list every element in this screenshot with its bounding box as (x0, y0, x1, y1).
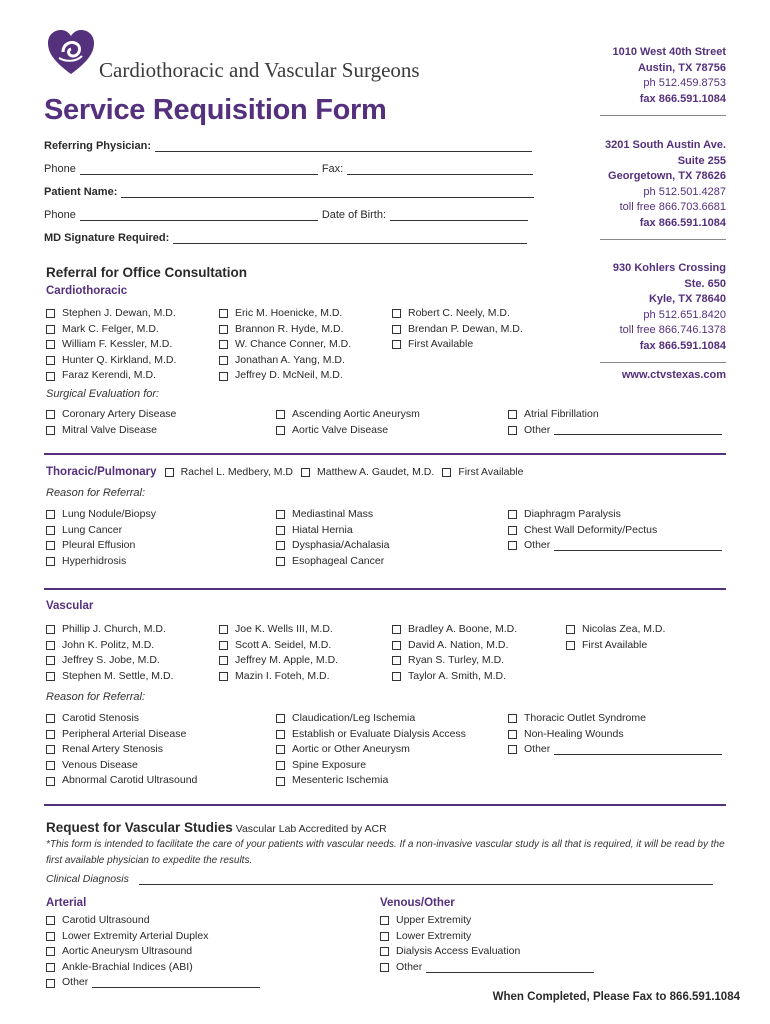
checkbox-option[interactable]: Jeffrey S. Jobe, M.D. (46, 653, 173, 669)
venous-title: Venous/Other (380, 897, 455, 909)
checkbox-icon[interactable] (46, 656, 55, 665)
patient-name-input[interactable] (121, 196, 534, 198)
fax-input[interactable] (347, 173, 533, 175)
accreditation-note: Vascular Lab Accredited by ACR (235, 823, 387, 835)
patient-name-label: Patient Name: (44, 186, 118, 198)
checkbox-option[interactable]: William F. Kessler, M.D. (46, 337, 176, 353)
checkbox-icon[interactable] (508, 510, 517, 519)
referring-physician-label: Referring Physician: (44, 140, 151, 152)
checkbox-option[interactable]: Renal Artery Stenosis (46, 742, 197, 758)
checkbox-icon[interactable] (46, 510, 55, 519)
checkbox-icon[interactable] (276, 526, 285, 535)
eval-col3 (508, 407, 722, 438)
address-phone: ph 512.459.8753 (643, 77, 726, 89)
checkbox-icon[interactable] (276, 730, 285, 739)
vascular-reason-col3 (508, 711, 722, 758)
checkbox-icon[interactable] (392, 656, 401, 665)
checkbox-icon[interactable] (392, 672, 401, 681)
checkbox-option[interactable]: Stephen J. Dewan, M.D. (46, 306, 176, 322)
checkbox-option[interactable]: Other (46, 975, 260, 991)
logo (46, 28, 96, 76)
consult-title: Referral for Office Consultation (46, 265, 248, 280)
checkbox-icon[interactable] (46, 672, 55, 681)
checkbox-icon[interactable] (219, 625, 228, 634)
address-suite: Suite 255 (677, 154, 726, 167)
checkbox-icon[interactable] (392, 325, 401, 334)
other-input[interactable] (92, 978, 260, 988)
checkbox-icon[interactable] (380, 947, 389, 956)
checkbox-option[interactable]: Joe K. Wells III, M.D. (219, 622, 338, 638)
checkbox-icon[interactable] (219, 356, 228, 365)
checkbox-icon[interactable] (46, 730, 55, 739)
address-fax: fax 866.591.1084 (639, 339, 726, 352)
checkbox-option[interactable]: Lung Cancer (46, 523, 156, 539)
vascular-title: Vascular (46, 600, 94, 612)
address-phone: ph 512.501.4287 (643, 185, 726, 198)
checkbox-icon[interactable] (219, 656, 228, 665)
checkbox-option[interactable]: Abnormal Carotid Ultrasound (46, 773, 197, 789)
checkbox-option[interactable]: Lower Extremity Arterial Duplex (46, 929, 260, 945)
address-fax: fax 866.591.1084 (639, 216, 726, 229)
heart-swirl-logo-icon (46, 28, 96, 76)
checkbox-icon[interactable] (301, 468, 310, 477)
checkbox-icon[interactable] (46, 557, 55, 566)
checkbox-icon[interactable] (46, 410, 55, 419)
checkbox-icon[interactable] (46, 340, 55, 349)
phone2-input[interactable] (80, 219, 318, 221)
clinical-dx-input[interactable] (139, 883, 713, 885)
address-georgetown (600, 138, 726, 240)
cardio-col2 (219, 306, 351, 384)
checkbox-option[interactable]: Other (380, 960, 594, 976)
venous-list (380, 913, 594, 975)
checkbox-icon[interactable] (508, 541, 517, 550)
clinical-dx-label: Clinical Diagnosis (46, 873, 129, 885)
checkbox-icon[interactable] (46, 916, 55, 925)
dob-label: Date of Birth: (321, 209, 387, 221)
divider (600, 231, 726, 240)
phone2-row (44, 209, 528, 221)
checkbox-option[interactable]: Other (508, 423, 722, 439)
address-austin (600, 45, 726, 116)
other-input[interactable] (554, 541, 722, 551)
fax-label: Fax: (321, 163, 344, 175)
address-city: Kyle, TX 78640 (648, 293, 726, 305)
checkbox-option[interactable]: Jeffrey D. McNeil, M.D. (219, 368, 351, 384)
checkbox-icon[interactable] (380, 963, 389, 972)
checkbox-icon[interactable] (46, 714, 55, 723)
referring-physician-row (44, 140, 532, 152)
checkbox-option[interactable]: Peripheral Arterial Disease (46, 727, 197, 743)
address-city: Georgetown, TX 78626 (608, 170, 726, 182)
checkbox-option[interactable]: Rachel L. Medbery, M.D (165, 466, 293, 478)
checkbox-icon[interactable] (46, 932, 55, 941)
cardio-col1 (46, 306, 176, 384)
checkbox-option[interactable]: Venous Disease (46, 758, 197, 774)
address-tollfree: toll free 866.703.6681 (619, 201, 726, 213)
phone-input[interactable] (80, 173, 318, 175)
checkbox-option[interactable]: Esophageal Cancer (276, 554, 389, 570)
thoracic-row (46, 466, 523, 478)
patient-name-row (44, 186, 534, 198)
md-signature-row (44, 232, 527, 244)
section-divider (44, 588, 726, 590)
checkbox-option[interactable]: Upper Extremity (380, 913, 594, 929)
divider (600, 354, 726, 363)
checkbox-option[interactable]: Diaphragm Paralysis (508, 507, 722, 523)
checkbox-option[interactable]: Hunter Q. Kirkland, M.D. (46, 353, 176, 369)
checkbox-option[interactable]: Pleural Effusion (46, 538, 156, 554)
checkbox-icon[interactable] (46, 777, 55, 786)
checkbox-option[interactable]: Taylor A. Smith, M.D. (392, 669, 517, 685)
checkbox-icon[interactable] (508, 730, 517, 739)
checkbox-option[interactable]: Thoracic Outlet Syndrome (508, 711, 722, 727)
checkbox-icon[interactable] (276, 557, 285, 566)
checkbox-option[interactable]: Hyperhidrosis (46, 554, 156, 570)
checkbox-icon[interactable] (219, 641, 228, 650)
checkbox-option[interactable]: Eric M. Hoenicke, M.D. (219, 306, 351, 322)
checkbox-option[interactable]: Lung Nodule/Biopsy (46, 507, 156, 523)
checkbox-option[interactable]: Phillip J. Church, M.D. (46, 622, 173, 638)
checkbox-option[interactable]: Spine Exposure (276, 758, 466, 774)
cardio-title: Cardiothoracic (46, 285, 128, 297)
form-title: Service Requisition Form (44, 94, 387, 126)
checkbox-option[interactable]: Mesenteric Ischemia (276, 773, 466, 789)
checkbox-icon[interactable] (276, 510, 285, 519)
other-input[interactable] (554, 745, 722, 755)
checkbox-icon[interactable] (276, 410, 285, 419)
checkbox-icon[interactable] (219, 372, 228, 381)
checkbox-option[interactable]: Claudication/Leg Ischemia (276, 711, 466, 727)
checkbox-option[interactable]: First Available (442, 466, 523, 478)
checkbox-option[interactable]: Mazin I. Foteh, M.D. (219, 669, 338, 685)
eval-col1 (46, 407, 176, 438)
checkbox-icon[interactable] (566, 641, 575, 650)
vascular-col1 (46, 622, 173, 684)
checkbox-icon[interactable] (219, 325, 228, 334)
checkbox-option[interactable]: W. Chance Conner, M.D. (219, 337, 351, 353)
vascular-reason-label: Reason for Referral: (46, 691, 146, 703)
phone2-label: Phone (44, 209, 76, 221)
vascular-reason-col1 (46, 711, 197, 789)
thoracic-reason-label: Reason for Referral: (46, 487, 146, 499)
checkbox-icon[interactable] (508, 410, 517, 419)
phone-row (44, 163, 533, 175)
checkbox-icon[interactable] (46, 745, 55, 754)
vascular-reason-col2 (276, 711, 466, 789)
checkbox-icon[interactable] (165, 468, 174, 477)
vascular-col4 (566, 622, 665, 653)
checkbox-icon[interactable] (508, 714, 517, 723)
thoracic-title: Thoracic/Pulmonary (46, 466, 157, 478)
checkbox-option[interactable]: Dialysis Access Evaluation (380, 944, 594, 960)
arterial-list (46, 913, 260, 991)
checkbox-icon[interactable] (46, 372, 55, 381)
referring-physician-input[interactable] (155, 150, 532, 152)
checkbox-icon[interactable] (46, 979, 55, 988)
address-phone: ph 512.651.8420 (643, 308, 726, 321)
checkbox-icon[interactable] (392, 309, 401, 318)
checkbox-icon[interactable] (392, 641, 401, 650)
checkbox-option[interactable]: Other (508, 538, 722, 554)
section-divider (44, 804, 726, 806)
checkbox-option[interactable]: First Available (566, 638, 665, 654)
checkbox-option[interactable]: Stephen M. Settle, M.D. (46, 669, 173, 685)
checkbox-icon[interactable] (380, 916, 389, 925)
checkbox-option[interactable]: David A. Nation, M.D. (392, 638, 517, 654)
checkbox-option[interactable]: Nicolas Zea, M.D. (566, 622, 665, 638)
checkbox-icon[interactable] (508, 426, 517, 435)
checkbox-icon[interactable] (276, 426, 285, 435)
checkbox-option[interactable]: Matthew A. Gaudet, M.D. (301, 466, 434, 478)
checkbox-icon[interactable] (566, 625, 575, 634)
vascular-col2 (219, 622, 338, 684)
address-tollfree: toll free 866.746.1378 (619, 324, 726, 336)
checkbox-icon[interactable] (219, 340, 228, 349)
checkbox-option[interactable]: Hiatal Hernia (276, 523, 389, 539)
checkbox-option[interactable]: Bradley A. Boone, M.D. (392, 622, 517, 638)
thoracic-col1 (46, 507, 156, 569)
checkbox-option[interactable]: Aortic Valve Disease (276, 423, 420, 439)
checkbox-option[interactable]: Ankle-Brachial Indices (ABI) (46, 960, 260, 976)
thoracic-col3 (508, 507, 722, 554)
checkbox-option[interactable]: Carotid Ultrasound (46, 913, 260, 929)
checkbox-option[interactable]: Atrial Fibrillation (508, 407, 722, 423)
checkbox-option[interactable]: Jeffrey M. Apple, M.D. (219, 653, 338, 669)
checkbox-option[interactable]: Mediastinal Mass (276, 507, 389, 523)
checkbox-option[interactable]: Mark C. Felger, M.D. (46, 322, 176, 338)
address-kyle (600, 261, 726, 384)
checkbox-icon[interactable] (276, 541, 285, 550)
other-input[interactable] (554, 425, 722, 435)
dob-input[interactable] (390, 219, 528, 221)
surgical-eval-label: Surgical Evaluation for: (46, 388, 160, 400)
checkbox-option[interactable]: Ascending Aortic Aneurysm (276, 407, 420, 423)
checkbox-icon[interactable] (442, 468, 451, 477)
cardio-col3 (392, 306, 523, 353)
checkbox-option[interactable]: Mitral Valve Disease (46, 423, 176, 439)
checkbox-icon[interactable] (508, 745, 517, 754)
divider (600, 107, 726, 116)
checkbox-icon[interactable] (508, 526, 517, 535)
checkbox-option[interactable]: Jonathan A. Yang, M.D. (219, 353, 351, 369)
checkbox-option[interactable]: John K. Politz, M.D. (46, 638, 173, 654)
checkbox-icon[interactable] (219, 672, 228, 681)
checkbox-option[interactable]: Brendan P. Dewan, M.D. (392, 322, 523, 338)
md-signature-input[interactable] (173, 242, 527, 244)
studies-heading (46, 820, 387, 835)
eval-col2 (276, 407, 420, 438)
clinical-dx-row (46, 873, 713, 885)
checkbox-icon[interactable] (392, 625, 401, 634)
checkbox-icon[interactable] (46, 356, 55, 365)
checkbox-icon[interactable] (46, 426, 55, 435)
checkbox-option[interactable]: Lower Extremity (380, 929, 594, 945)
checkbox-option[interactable]: Non-Healing Wounds (508, 727, 722, 743)
checkbox-icon[interactable] (46, 309, 55, 318)
arterial-title: Arterial (46, 897, 87, 909)
checkbox-icon[interactable] (392, 340, 401, 349)
vascular-col3 (392, 622, 517, 684)
checkbox-option[interactable]: Ryan S. Turley, M.D. (392, 653, 517, 669)
checkbox-option[interactable]: Coronary Artery Disease (46, 407, 176, 423)
checkbox-option[interactable]: Other (508, 742, 722, 758)
checkbox-icon[interactable] (276, 714, 285, 723)
checkbox-option[interactable]: Carotid Stenosis (46, 711, 197, 727)
other-input[interactable] (426, 963, 594, 973)
checkbox-option[interactable]: Aortic or Other Aneurysm (276, 742, 466, 758)
section-divider (44, 453, 726, 455)
brand-name: Cardiothoracic and Vascular Surgeons (99, 58, 420, 82)
studies-title: Request for Vascular Studies (46, 820, 233, 835)
checkbox-option[interactable]: Scott A. Seidel, M.D. (219, 638, 338, 654)
address-fax: fax 866.591.1084 (639, 92, 726, 105)
checkbox-icon[interactable] (276, 761, 285, 770)
address-street: 3201 South Austin Ave. (604, 139, 726, 151)
checkbox-icon[interactable] (46, 526, 55, 535)
studies-note: *This form is intended to facilitate the care of your patients with vascular needs. If a non-invasive vascular study is all that is required, it will be read by the first available physician to expedite the results. (46, 839, 725, 866)
address-suite: Ste. 650 (684, 277, 726, 290)
address-city: Austin, TX 78756 (637, 61, 726, 74)
checkbox-icon[interactable] (46, 641, 55, 650)
checkbox-icon[interactable] (46, 325, 55, 334)
checkbox-icon[interactable] (46, 963, 55, 972)
checkbox-icon[interactable] (46, 541, 55, 550)
website-link[interactable]: www.ctvstexas.com (621, 369, 726, 381)
checkbox-option[interactable]: Brannon R. Hyde, M.D. (219, 322, 351, 338)
checkbox-icon[interactable] (276, 745, 285, 754)
md-signature-label: MD Signature Required: (44, 232, 170, 244)
checkbox-icon[interactable] (276, 777, 285, 786)
checkbox-option[interactable]: Faraz Kerendi, M.D. (46, 368, 176, 384)
checkbox-icon[interactable] (46, 761, 55, 770)
checkbox-icon[interactable] (46, 947, 55, 956)
checkbox-option[interactable]: Dysphasia/Achalasia (276, 538, 389, 554)
address-street: 930 Kohlers Crossing (612, 262, 726, 274)
checkbox-option[interactable]: Robert C. Neely, M.D. (392, 306, 523, 322)
checkbox-icon[interactable] (380, 932, 389, 941)
phone-label: Phone (44, 163, 76, 175)
checkbox-option[interactable]: Aortic Aneurysm Ultrasound (46, 944, 260, 960)
footer-fax-note: When Completed, Please Fax to 866.591.1084 (492, 991, 740, 1003)
checkbox-option[interactable]: Chest Wall Deformity/Pectus (508, 523, 722, 539)
checkbox-icon[interactable] (46, 625, 55, 634)
address-street: 1010 West 40th Street (612, 46, 726, 58)
checkbox-option[interactable]: First Available (392, 337, 523, 353)
checkbox-option[interactable]: Establish or Evaluate Dialysis Access (276, 727, 466, 743)
checkbox-icon[interactable] (219, 309, 228, 318)
thoracic-col2 (276, 507, 389, 569)
